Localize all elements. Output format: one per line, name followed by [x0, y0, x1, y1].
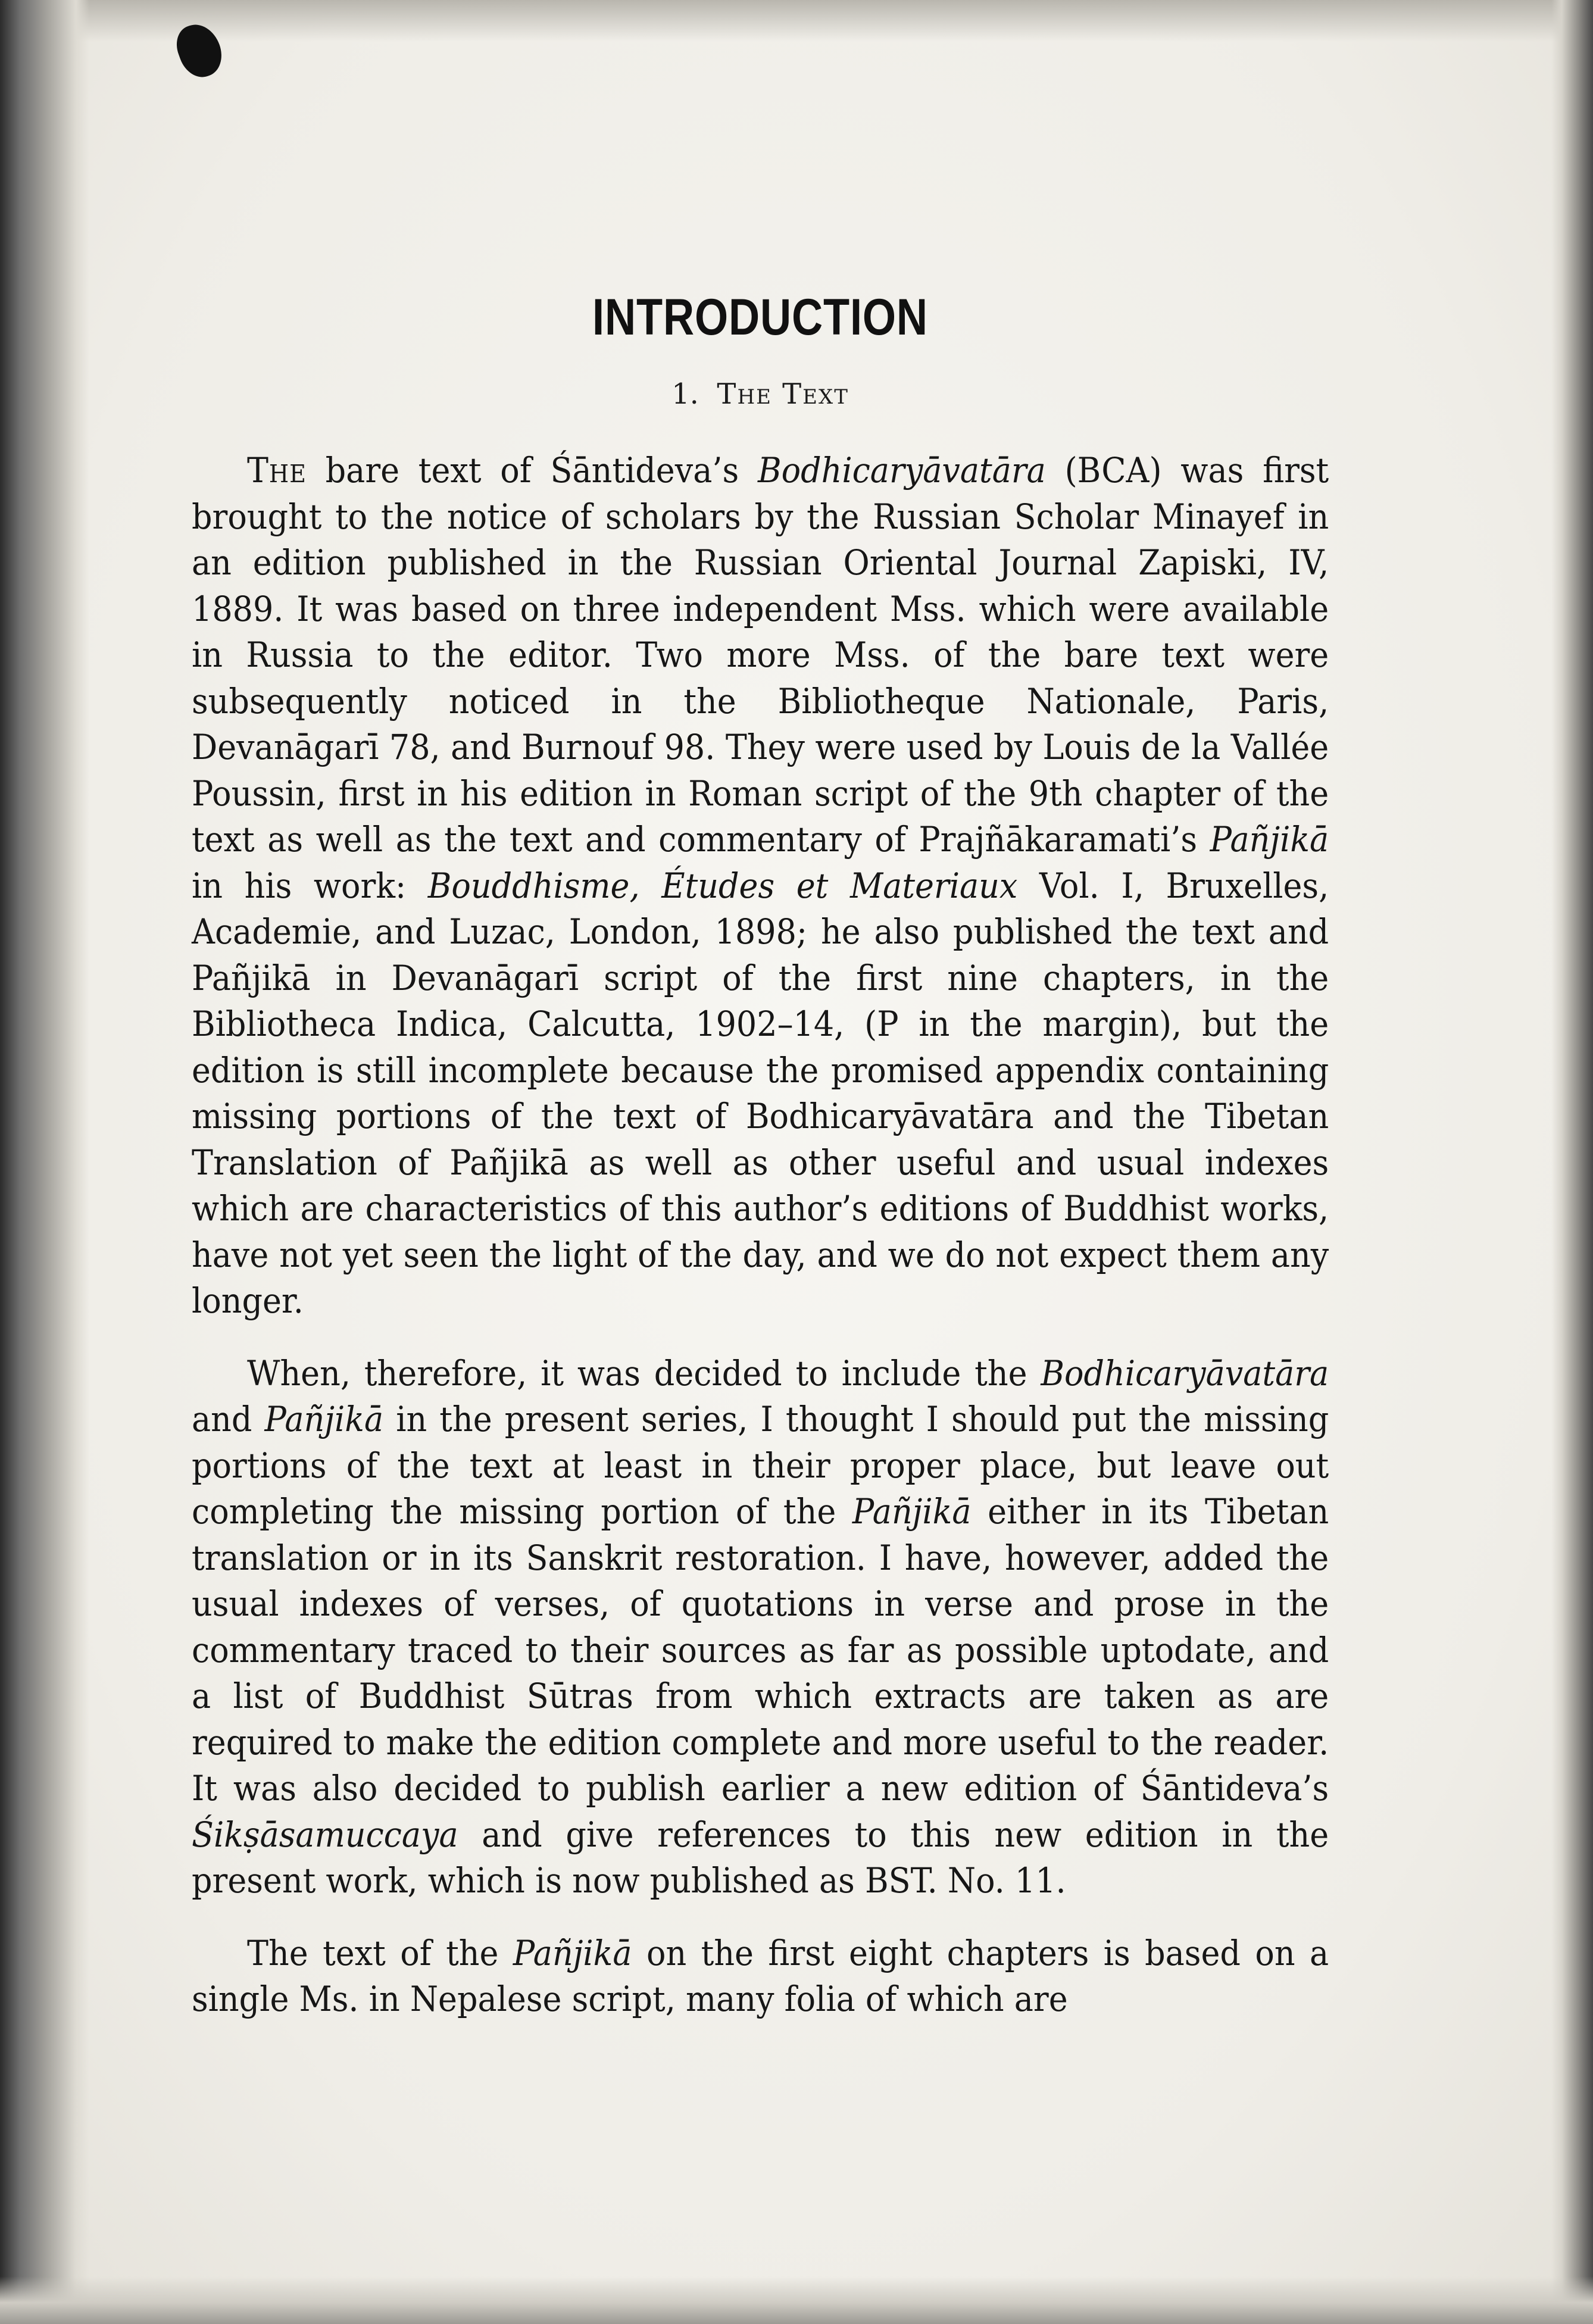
scan-top-shadow: [0, 0, 1593, 42]
book-spine-shadow: [0, 0, 89, 2324]
italic-title: Pañjikā: [264, 1399, 384, 1439]
section-title: The Text: [717, 377, 849, 411]
italic-title: Bouddhisme, Études et Materiaux: [427, 865, 1018, 906]
text-run: The text of the: [247, 1932, 513, 1973]
paragraph-2: [192, 1351, 1329, 1904]
text-run: Vol. I, Bruxelles, Academie, and Luzac, London, 1898; he also published the text and Pañjikā in Devanāgarī script of the first nine chapters, in the Bibliotheca Indica, Calcutta, 1902–14, (P in the margin), but the edition is still incomplete because the promised appendix containing missing portions of the text of Bodhicaryāvatāra and the Tibetan Translation of Pañjikā as well as other useful and usual indexes which are characteristics of this author’s editions of Buddhist works, have not yet seen the light of the day, and we do not expect them any longer.: [192, 865, 1329, 1321]
italic-title: Bodhicaryāvatāra: [757, 450, 1046, 491]
paragraph-3: [192, 1931, 1329, 2023]
text-run: bare text of Śāntideva’s: [306, 450, 758, 491]
italic-title: Śikṣāsamuccaya: [192, 1814, 458, 1855]
body-text: [192, 448, 1329, 2023]
page-title: INTRODUCTION: [592, 289, 928, 346]
text-run: (BCA) was first brought to the notice of scholars by the Russian Scholar Minayef in an edition published in the Russian Oriental Journal Zapiski, IV, 1889. It was based on three independent Mss. which were available in Russia to the editor. Two more Mss. of the bare text were subsequently noticed in the Bibliotheque Nationale, Paris, Devanāgarī 78, and Burnouf 98. They were used by Louis de la Vallée Poussin, first in his edition in Roman script of the 9th chapter of the text as well as the text and commentary of Prajñākaramati’s: [192, 450, 1329, 860]
italic-title: Pañjikā: [852, 1491, 972, 1532]
scan-right-shadow: [1551, 0, 1593, 2324]
paragraph-1: [192, 448, 1329, 1325]
italic-title: Bodhicaryāvatāra: [1041, 1352, 1329, 1394]
text-run: on the first eight chapters is based on a single Ms. in Nepalese script, many folia of which are: [192, 1932, 1329, 2019]
text-run: and give references to this new edition in the present work, which is now published as BST. No. 11.: [192, 1814, 1329, 1901]
paragraph-lead-word: The: [247, 450, 307, 491]
text-run: and: [192, 1399, 265, 1439]
text-run: When, therefore, it was decided to include the: [247, 1352, 1041, 1394]
italic-title: Pañjikā: [1210, 819, 1329, 860]
text-run: either in its Tibetan translation or in its Sanskrit restoration. I have, however, added the usual indexes of verses, of quotations in verse and prose in the commentary traced to their sources as far as possible uptodate, and a list of Buddhist Sūtras from which extracts are taken as are required to make the edition complete and more useful to the reader. It was also decided to publish earlier a new edition of Śāntideva’s: [192, 1491, 1329, 1808]
scan-bottom-shadow: [0, 2276, 1593, 2324]
section-heading: [192, 377, 1329, 411]
italic-title: Pañjikā: [513, 1932, 632, 1973]
text-run: in his work:: [192, 865, 428, 906]
section-number: 1.: [671, 377, 699, 411]
page-text-column: [192, 289, 1329, 2049]
text-run: in the present series, I thought I should put the missing portions of the text at least in their proper place, but leave out completing the missing portion of the: [192, 1399, 1329, 1532]
